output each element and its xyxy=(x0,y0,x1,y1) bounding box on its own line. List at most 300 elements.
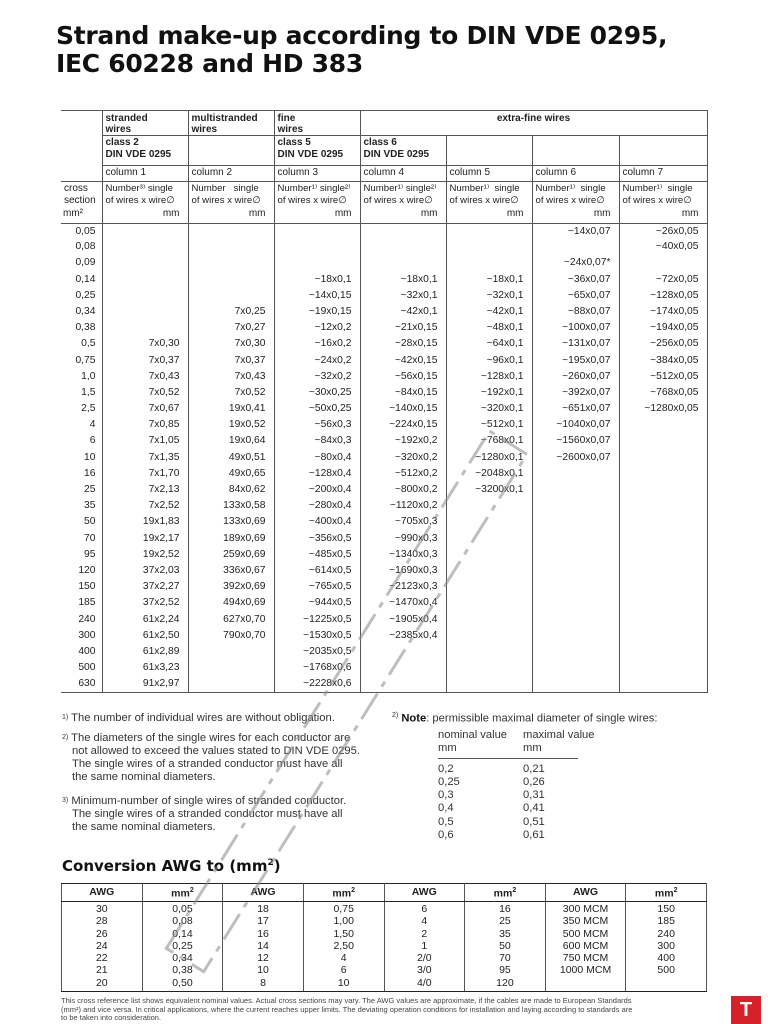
strand-cell: ~1560x0,07 xyxy=(532,433,619,449)
cross-section-cell: 50 xyxy=(61,514,102,530)
strand-cell xyxy=(619,579,707,595)
mm2-cell: 0,75 xyxy=(303,902,384,916)
strand-cell xyxy=(532,612,619,628)
strand-cell: ~14x0,07 xyxy=(532,223,619,239)
strand-cell: 7x0,30 xyxy=(102,336,188,352)
strand-cell xyxy=(619,628,707,644)
table-row xyxy=(61,272,707,288)
strand-cell xyxy=(532,579,619,595)
strand-cell: ~768x0,1 xyxy=(446,433,532,449)
unit-label: mm xyxy=(102,207,188,223)
strand-cell xyxy=(532,644,619,660)
strand-cell: 494x0,69 xyxy=(188,595,274,611)
strand-cell: ~256x0,05 xyxy=(619,336,707,352)
strand-cell xyxy=(532,466,619,482)
strand-cell: ~512x0,2 xyxy=(360,466,446,482)
strand-cell xyxy=(188,676,274,692)
strand-cell xyxy=(446,563,532,579)
strand-cell: ~32x0,1 xyxy=(446,288,532,304)
strand-cell: ~174x0,05 xyxy=(619,304,707,320)
cross-section-cell: 0,34 xyxy=(61,304,102,320)
strand-cell xyxy=(619,466,707,482)
number-label-5: Number¹⁾ single of wires x wire∅ xyxy=(446,182,532,208)
strand-cell xyxy=(102,320,188,336)
strand-cell: ~32x0,2 xyxy=(274,369,360,385)
awg-col-header: AWG xyxy=(223,884,304,902)
strand-cell: 7x0,43 xyxy=(102,369,188,385)
awg-cell: 28 xyxy=(62,915,143,927)
strand-cell xyxy=(619,595,707,611)
strand-cell: ~42x0,1 xyxy=(446,304,532,320)
strand-cell: ~384x0,05 xyxy=(619,353,707,369)
strand-cell: 61x2,24 xyxy=(102,612,188,628)
strand-cell: ~280x0,4 xyxy=(274,498,360,514)
unit-mm2: mm² xyxy=(61,207,102,223)
strand-cell: ~30x0,25 xyxy=(274,385,360,401)
number-label-4: Number¹⁾ single²⁾ of wires x wire∅ xyxy=(360,182,446,208)
strand-cell: ~42x0,15 xyxy=(360,353,446,369)
strand-cell xyxy=(188,288,274,304)
strand-cell: ~224x0,15 xyxy=(360,417,446,433)
awg-cell: 14 xyxy=(223,940,304,952)
strand-cell: ~1690x0,3 xyxy=(360,563,446,579)
table-row xyxy=(61,482,707,498)
cross-section-label: cross section xyxy=(61,182,102,208)
strand-cell xyxy=(619,417,707,433)
unit-label: mm xyxy=(274,207,360,223)
mm2-cell: 70 xyxy=(465,952,546,964)
strand-cell xyxy=(446,223,532,239)
cross-section-cell: 2,5 xyxy=(61,401,102,417)
header-fine: fine wires xyxy=(274,111,360,136)
table-row xyxy=(61,612,707,628)
mm2-cell: 4 xyxy=(303,952,384,964)
strand-cell xyxy=(619,531,707,547)
strand-cell: ~651x0,07 xyxy=(532,401,619,417)
strand-cell: ~400x0,4 xyxy=(274,514,360,530)
strand-cell xyxy=(619,547,707,563)
strand-cell: ~356x0,5 xyxy=(274,531,360,547)
strand-cell: ~768x0,05 xyxy=(619,385,707,401)
strand-cell: 133x0,69 xyxy=(188,514,274,530)
awg-cell: 21 xyxy=(62,964,143,976)
awg-cell: 16 xyxy=(223,928,304,940)
strand-cell: 84x0,62 xyxy=(188,482,274,498)
strand-cell xyxy=(446,239,532,255)
strand-cell xyxy=(188,223,274,239)
cross-section-cell: 630 xyxy=(61,676,102,692)
strand-cell: ~21x0,15 xyxy=(360,320,446,336)
mm2-cell: 0,14 xyxy=(142,928,223,940)
mm2-cell: 95 xyxy=(465,964,546,976)
strand-cell: ~705x0,3 xyxy=(360,514,446,530)
table-row xyxy=(61,514,707,530)
awg-row xyxy=(62,952,707,964)
strand-cell: ~765x0,5 xyxy=(274,579,360,595)
awg-col-header: AWG xyxy=(545,884,626,902)
header-class2: class 2 DIN VDE 0295 xyxy=(102,136,188,166)
number-label-2: Number single of wires x wire∅ xyxy=(188,182,274,208)
table-row xyxy=(61,336,707,352)
strand-cell: ~2385x0,4 xyxy=(360,628,446,644)
strand-cell: 19x0,64 xyxy=(188,433,274,449)
table-row xyxy=(61,595,707,611)
header-class6: class 6 DIN VDE 0295 xyxy=(360,136,446,166)
strand-cell xyxy=(102,255,188,271)
table-row xyxy=(61,385,707,401)
table-row xyxy=(61,223,707,239)
mm2-cell: 6 xyxy=(303,964,384,976)
table-row xyxy=(61,353,707,369)
awg-cell: 8 xyxy=(223,977,304,992)
awg-cell: 26 xyxy=(62,928,143,940)
header-extrafine: extra-fine wires xyxy=(360,111,707,136)
cross-section-cell: 16 xyxy=(61,466,102,482)
strand-cell: 37x2,03 xyxy=(102,563,188,579)
strand-cell: ~18x0,1 xyxy=(360,272,446,288)
strand-cell xyxy=(532,595,619,611)
strand-cell: ~2048x0,1 xyxy=(446,466,532,482)
strand-cell xyxy=(619,255,707,271)
strand-cell xyxy=(619,482,707,498)
strand-cell: 61x2,89 xyxy=(102,644,188,660)
cross-section-cell: 70 xyxy=(61,531,102,547)
strand-cell: ~18x0,1 xyxy=(274,272,360,288)
strand-cell: 7x0,27 xyxy=(188,320,274,336)
note-row: 0,6 0,61 xyxy=(438,829,545,842)
unit-label: mm xyxy=(532,207,619,223)
awg-col-header: AWG xyxy=(384,884,465,902)
strand-cell: ~614x0,5 xyxy=(274,563,360,579)
mm2-cell: 185 xyxy=(626,915,707,927)
awg-cell: 2 xyxy=(384,928,465,940)
note-heading: $^{2)}$ Note: permissible maximal diameter of single wires: xyxy=(392,712,658,725)
awg-cell: 17 xyxy=(223,915,304,927)
strand-cell xyxy=(446,644,532,660)
mm2-cell: 0,08 xyxy=(142,915,223,927)
strand-cell: ~320x0,1 xyxy=(446,401,532,417)
strand-cell: 7x2,13 xyxy=(102,482,188,498)
cross-section-cell: 300 xyxy=(61,628,102,644)
cross-section-cell: 95 xyxy=(61,547,102,563)
strand-cell: 790x0,70 xyxy=(188,628,274,644)
strand-cell xyxy=(532,239,619,255)
table-row xyxy=(61,401,707,417)
mm2-col-header: $mm^2$ xyxy=(626,884,707,902)
cross-section-cell: 0,38 xyxy=(61,320,102,336)
strand-cell xyxy=(446,660,532,676)
strand-cell xyxy=(619,450,707,466)
table-row xyxy=(61,255,707,271)
section-tab-marker: T xyxy=(731,996,761,1024)
strand-cell: 392x0,69 xyxy=(188,579,274,595)
awg-cell: 2/0 xyxy=(384,952,465,964)
strand-cell: ~1530x0,5 xyxy=(274,628,360,644)
awg-cell: 20 xyxy=(62,977,143,992)
strand-cell: 7x0,67 xyxy=(102,401,188,417)
strand-cell: ~32x0,1 xyxy=(360,288,446,304)
page-title xyxy=(56,22,736,78)
strand-cell: 19x1,83 xyxy=(102,514,188,530)
mm2-cell: 500 xyxy=(626,964,707,976)
cross-section-cell: 4 xyxy=(61,417,102,433)
strand-cell: ~1905x0,4 xyxy=(360,612,446,628)
cross-section-cell: 150 xyxy=(61,579,102,595)
strand-cell xyxy=(619,563,707,579)
mm2-cell: 2,50 xyxy=(303,940,384,952)
strand-table xyxy=(61,110,708,693)
awg-row xyxy=(62,928,707,940)
mm2-cell: 50 xyxy=(465,940,546,952)
strand-cell: 61x3,23 xyxy=(102,660,188,676)
cross-section-cell: 0,75 xyxy=(61,353,102,369)
mm2-cell: 400 xyxy=(626,952,707,964)
strand-cell xyxy=(532,531,619,547)
table-row xyxy=(61,417,707,433)
awg-cell: 1 xyxy=(384,940,465,952)
mm2-cell: 0,50 xyxy=(142,977,223,992)
awg-cell xyxy=(545,977,626,992)
strand-cell xyxy=(619,644,707,660)
strand-cell: ~16x0,2 xyxy=(274,336,360,352)
strand-cell: ~1768x0,6 xyxy=(274,660,360,676)
cross-section-cell: 1,0 xyxy=(61,369,102,385)
strand-cell xyxy=(360,239,446,255)
strand-cell: ~24x0,07* xyxy=(532,255,619,271)
note-row: 0,2 0,21 xyxy=(438,762,545,775)
note-row: 0,5 0,51 xyxy=(438,815,545,828)
mm2-col-header: $mm^2$ xyxy=(303,884,384,902)
strand-cell: ~14x0,15 xyxy=(274,288,360,304)
title-line-2: IEC 60228 and HD 383 xyxy=(56,49,363,78)
cross-section-cell: 35 xyxy=(61,498,102,514)
awg-cell: 3/0 xyxy=(384,964,465,976)
strand-cell xyxy=(446,628,532,644)
mm2-cell: 0,34 xyxy=(142,952,223,964)
column-label-6: column 6 xyxy=(532,166,619,182)
awg-cell: 6 xyxy=(384,902,465,916)
footnote-3: $^{3)}$ Minimum-number of single wires of stranded conductor. The single wires of a stranded conductor must have all the same nominal diameters. xyxy=(62,795,347,833)
strand-cell: 7x0,25 xyxy=(188,304,274,320)
strand-cell: ~1120x0,2 xyxy=(360,498,446,514)
strand-cell: ~2035x0,5 xyxy=(274,644,360,660)
strand-cell: ~2600x0,07 xyxy=(532,450,619,466)
strand-cell xyxy=(446,676,532,692)
strand-cell: ~128x0,4 xyxy=(274,466,360,482)
awg-cell: 24 xyxy=(62,940,143,952)
strand-cell: ~84x0,15 xyxy=(360,385,446,401)
strand-cell: ~140x0,15 xyxy=(360,401,446,417)
strand-cell xyxy=(188,255,274,271)
awg-cell: 1000 MCM xyxy=(545,964,626,976)
strand-cell xyxy=(532,514,619,530)
title-line-1: Strand make-up according to DIN VDE 0295, xyxy=(56,21,668,50)
table-row xyxy=(61,498,707,514)
strand-cell xyxy=(619,498,707,514)
table-row xyxy=(61,466,707,482)
mm2-cell: 1,50 xyxy=(303,928,384,940)
cross-section-cell: 25 xyxy=(61,482,102,498)
awg-cell: 500 MCM xyxy=(545,928,626,940)
strand-cell xyxy=(360,223,446,239)
cross-section-cell: 240 xyxy=(61,612,102,628)
strand-cell xyxy=(274,223,360,239)
strand-cell xyxy=(102,239,188,255)
awg-row xyxy=(62,940,707,952)
strand-cell xyxy=(446,514,532,530)
strand-cell: ~1340x0,3 xyxy=(360,547,446,563)
strand-cell: ~195x0,07 xyxy=(532,353,619,369)
note-row: 0,4 0,41 xyxy=(438,802,545,815)
strand-cell xyxy=(102,272,188,288)
strand-cell xyxy=(274,239,360,255)
awg-cell: 300 MCM xyxy=(545,902,626,916)
cross-section-cell: 120 xyxy=(61,563,102,579)
column-label-5: column 5 xyxy=(446,166,532,182)
strand-cell: 336x0,67 xyxy=(188,563,274,579)
note-table: nominal value maximal value mm mm 0,2 0,21 0,25 0,26 0,3 0,31 0,4 0,41 0,5 0,51 0,6 0,61 xyxy=(438,729,595,842)
cross-section-cell: 0,05 xyxy=(61,223,102,239)
strand-cell: ~194x0,05 xyxy=(619,320,707,336)
awg-cell: 600 MCM xyxy=(545,940,626,952)
cross-section-cell: 0,25 xyxy=(61,288,102,304)
awg-col-header: AWG xyxy=(62,884,143,902)
header-multistranded: multistranded wires xyxy=(188,111,274,136)
table-row xyxy=(61,369,707,385)
number-label-7: Number¹⁾ single of wires x wire∅ xyxy=(619,182,707,208)
number-label-1: Number³⁾ single of wires x wire∅ xyxy=(102,182,188,208)
strand-cell: ~36x0,07 xyxy=(532,272,619,288)
strand-cell xyxy=(532,547,619,563)
footnote-1: $^{1)}$ The number of individual wires are without obligation. xyxy=(62,712,335,724)
strand-cell: 7x1,35 xyxy=(102,450,188,466)
awg-row xyxy=(62,964,707,976)
mm2-cell: 25 xyxy=(465,915,546,927)
strand-cell: ~2228x0,6 xyxy=(274,676,360,692)
strand-cell: ~28x0,15 xyxy=(360,336,446,352)
strand-cell xyxy=(102,288,188,304)
table-row xyxy=(61,304,707,320)
strand-cell xyxy=(360,676,446,692)
awg-cell: 750 MCM xyxy=(545,952,626,964)
strand-cell xyxy=(619,612,707,628)
strand-cell: ~192x0,2 xyxy=(360,433,446,449)
strand-cell: 19x2,17 xyxy=(102,531,188,547)
strand-cell xyxy=(446,531,532,547)
table-row xyxy=(61,644,707,660)
strand-cell xyxy=(446,255,532,271)
strand-cell: ~512x0,05 xyxy=(619,369,707,385)
unit-label: mm xyxy=(619,207,707,223)
strand-cell xyxy=(360,644,446,660)
strand-cell xyxy=(188,239,274,255)
strand-cell: ~48x0,1 xyxy=(446,320,532,336)
note-row: 0,25 0,26 xyxy=(438,775,545,788)
strand-cell: ~990x0,3 xyxy=(360,531,446,547)
strand-cell xyxy=(360,255,446,271)
strand-cell: 7x2,52 xyxy=(102,498,188,514)
awg-cell: 22 xyxy=(62,952,143,964)
table-row xyxy=(61,450,707,466)
strand-cell xyxy=(188,272,274,288)
strand-cell xyxy=(532,563,619,579)
strand-cell: ~84x0,3 xyxy=(274,433,360,449)
awg-cell: 4 xyxy=(384,915,465,927)
strand-cell: ~128x0,1 xyxy=(446,369,532,385)
strand-cell: ~56x0,15 xyxy=(360,369,446,385)
mm2-cell: 16 xyxy=(465,902,546,916)
strand-cell: ~26x0,05 xyxy=(619,223,707,239)
unit-label: mm xyxy=(446,207,532,223)
table-row xyxy=(61,320,707,336)
strand-cell: ~320x0,2 xyxy=(360,450,446,466)
strand-cell: ~88x0,07 xyxy=(532,304,619,320)
strand-cell: ~800x0,2 xyxy=(360,482,446,498)
strand-cell: ~1280x0,1 xyxy=(446,450,532,466)
column-label-1: column 1 xyxy=(102,166,188,182)
strand-cell: ~944x0,5 xyxy=(274,595,360,611)
number-label-6: Number¹⁾ single of wires x wire∅ xyxy=(532,182,619,208)
awg-table xyxy=(61,883,707,992)
mm2-col-header: $mm^2$ xyxy=(465,884,546,902)
table-row xyxy=(61,563,707,579)
table-row xyxy=(61,547,707,563)
strand-cell xyxy=(532,498,619,514)
note-row: 0,3 0,31 xyxy=(438,789,545,802)
strand-cell: ~19x0,15 xyxy=(274,304,360,320)
mm2-cell: 0,05 xyxy=(142,902,223,916)
awg-cell: 350 MCM xyxy=(545,915,626,927)
strand-cell xyxy=(446,547,532,563)
strand-cell xyxy=(446,579,532,595)
mm2-cell: 0,38 xyxy=(142,964,223,976)
strand-cell: ~80x0,4 xyxy=(274,450,360,466)
awg-heading: Conversion AWG to $(mm^2)$ xyxy=(62,857,281,875)
strand-cell xyxy=(619,676,707,692)
strand-cell: ~40x0,05 xyxy=(619,239,707,255)
strand-cell: 7x0,30 xyxy=(188,336,274,352)
strand-cell xyxy=(532,660,619,676)
strand-cell: 7x0,52 xyxy=(102,385,188,401)
strand-cell xyxy=(446,612,532,628)
strand-cell: 7x0,52 xyxy=(188,385,274,401)
mm2-cell: 300 xyxy=(626,940,707,952)
table-row xyxy=(61,579,707,595)
column-label-3: column 3 xyxy=(274,166,360,182)
awg-cell: 30 xyxy=(62,902,143,916)
strand-cell: ~485x0,5 xyxy=(274,547,360,563)
strand-cell: ~192x0,1 xyxy=(446,385,532,401)
strand-cell: ~42x0,1 xyxy=(360,304,446,320)
strand-cell: 61x2,50 xyxy=(102,628,188,644)
strand-cell xyxy=(619,660,707,676)
table-row xyxy=(61,531,707,547)
strand-cell: 7x1,70 xyxy=(102,466,188,482)
disclaimer: This cross reference list shows equivalent nominal values. Actual cross sections may vary. The AWG values are approximate, if the cables are made to European Standards (mm²) and vice versa. In critical applications, where the current reaches upper limits. The deviating operation conditions for installation and laying according to standards are to be taken into consideration. xyxy=(61,996,633,1022)
strand-cell: 19x0,52 xyxy=(188,417,274,433)
footnote-2: $^{2)}$ The diameters of the single wires for each conductor are not allowed to exceed the values stated to DIN VDE 0295. The single wires of a stranded conductor must have all the same nominal diameters. xyxy=(62,732,360,783)
unit-label: mm xyxy=(360,207,446,223)
cross-section-cell: 400 xyxy=(61,644,102,660)
strand-cell: 19x0,41 xyxy=(188,401,274,417)
awg-cell: 12 xyxy=(223,952,304,964)
strand-cell: ~392x0,07 xyxy=(532,385,619,401)
strand-cell xyxy=(188,660,274,676)
mm2-cell: 240 xyxy=(626,928,707,940)
cross-section-cell: 500 xyxy=(61,660,102,676)
strand-cell: ~131x0,07 xyxy=(532,336,619,352)
awg-cell: 18 xyxy=(223,902,304,916)
